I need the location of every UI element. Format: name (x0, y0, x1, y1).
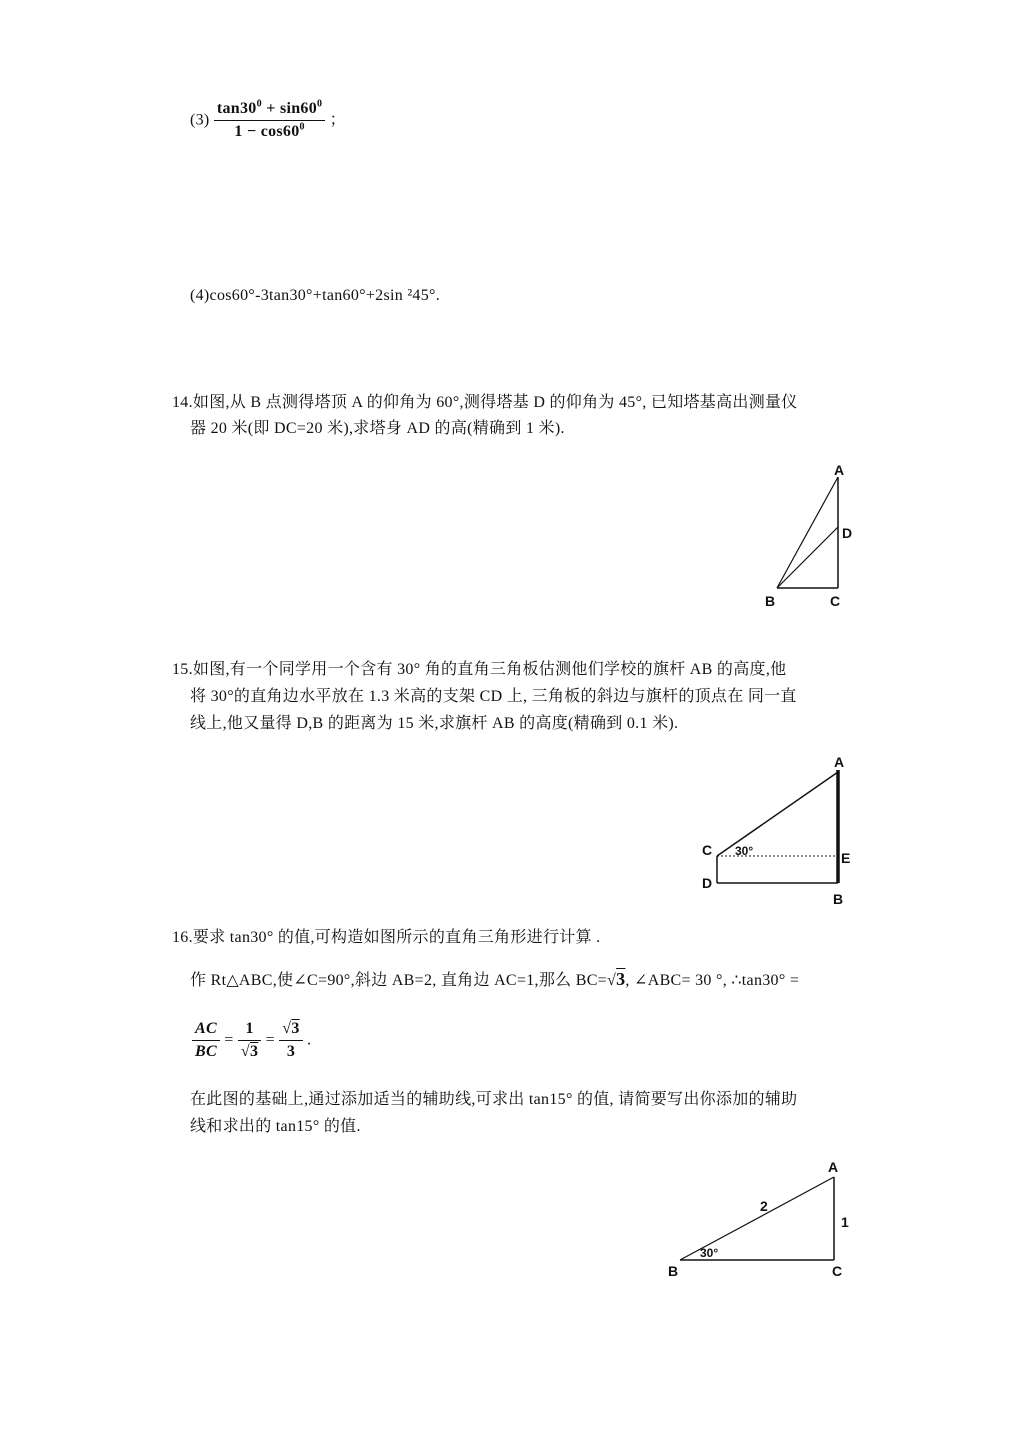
q15-label-c: C (702, 842, 713, 858)
q14-label-c: C (830, 593, 841, 609)
sqrt-symbol: √ (607, 972, 617, 989)
fraction-1-sqrt3: $\frac{1}{√3}$ (238, 1018, 261, 1063)
q16-label-side-ac: 1 (841, 1214, 849, 1230)
q13-part3-label: (3) (190, 111, 210, 129)
q15-label-e: E (841, 850, 851, 866)
q16-equation: $\frac{AC}{BC}$ = $\frac{1}{√3}$ = $\frac{√3}{3}$ . (192, 1018, 311, 1063)
q16-label-c: C (832, 1263, 843, 1279)
q15-label-b: B (833, 891, 844, 907)
q15-line1: 15.如图,有一个同学用一个含有 30° 角的直角三角板估测他们学校的旗杆 AB 的高度,他 (172, 661, 787, 678)
q16-label-b: B (668, 1263, 679, 1279)
q16-line2: 作 Rt△ABC,使∠C=90°,斜边 AB=2, 直角边 AC=1,那么 BC=√3, ∠ABC= 30 °, ∴tan30° = (190, 969, 800, 989)
q14-figure (760, 455, 860, 615)
q13-part4: (4)cos60°-3tan30°+tan60°+2sin ²45°. (190, 287, 441, 304)
q14-line-ba (777, 477, 838, 588)
q14-label-d: D (842, 525, 853, 541)
q15-line3: 线上,他又量得 D,B 的距离为 15 米,求旗杆 AB 的高度(精确到 0.1 米). (190, 715, 679, 732)
q13-part3 (190, 98, 346, 143)
q16-label-side-ab: 2 (760, 1198, 768, 1214)
q13-part3-suffix: ； (329, 111, 346, 129)
q16-line1: 16.要求 tan30° 的值,可构造如图所示的直角三角形进行计算 . (172, 929, 601, 946)
q14-line1: 14.如图,从 B 点测得塔顶 A 的仰角为 60°,测得塔基 D 的仰角为 45°, 已知塔基高出测量仪 (172, 394, 798, 411)
q13-part3-fraction (214, 98, 325, 143)
q14-label-a: A (834, 462, 845, 478)
q14-line-bd (777, 527, 838, 588)
q16-angle-label: 30° (700, 1246, 719, 1260)
fraction-ac-bc: $\frac{AC}{BC}$ (192, 1018, 220, 1063)
fraction-sqrt3-3: $\frac{√3}{3}$ (279, 1018, 302, 1063)
q15-angle-label: 30° (735, 844, 754, 858)
q15-label-a: A (834, 754, 845, 770)
fraction-denominator: $1 - \cos 60^0$ (234, 121, 305, 140)
q16-line3: 在此图的基础上,通过添加适当的辅助线,可求出 tan15° 的值, 请简要写出你添加的辅助 (190, 1091, 798, 1108)
q15-figure (695, 748, 865, 913)
q15-label-d: D (702, 875, 713, 891)
q15-line2: 将 30°的直角边水平放在 1.3 米高的支架 CD 上, 三角板的斜边与旗杆的顶点在 同一直 (190, 688, 797, 705)
q14-label-b: B (765, 593, 776, 609)
fraction-numerator: $\tan 30^0 + \sin 60^0$ (214, 98, 325, 121)
q16-figure (660, 1150, 860, 1290)
q16-label-a: A (828, 1159, 839, 1175)
q16-line4: 线和求出的 tan15° 的值. (190, 1118, 361, 1135)
q14-line2: 器 20 米(即 DC=20 米),求塔身 AD 的高(精确到 1 米). (190, 420, 565, 437)
